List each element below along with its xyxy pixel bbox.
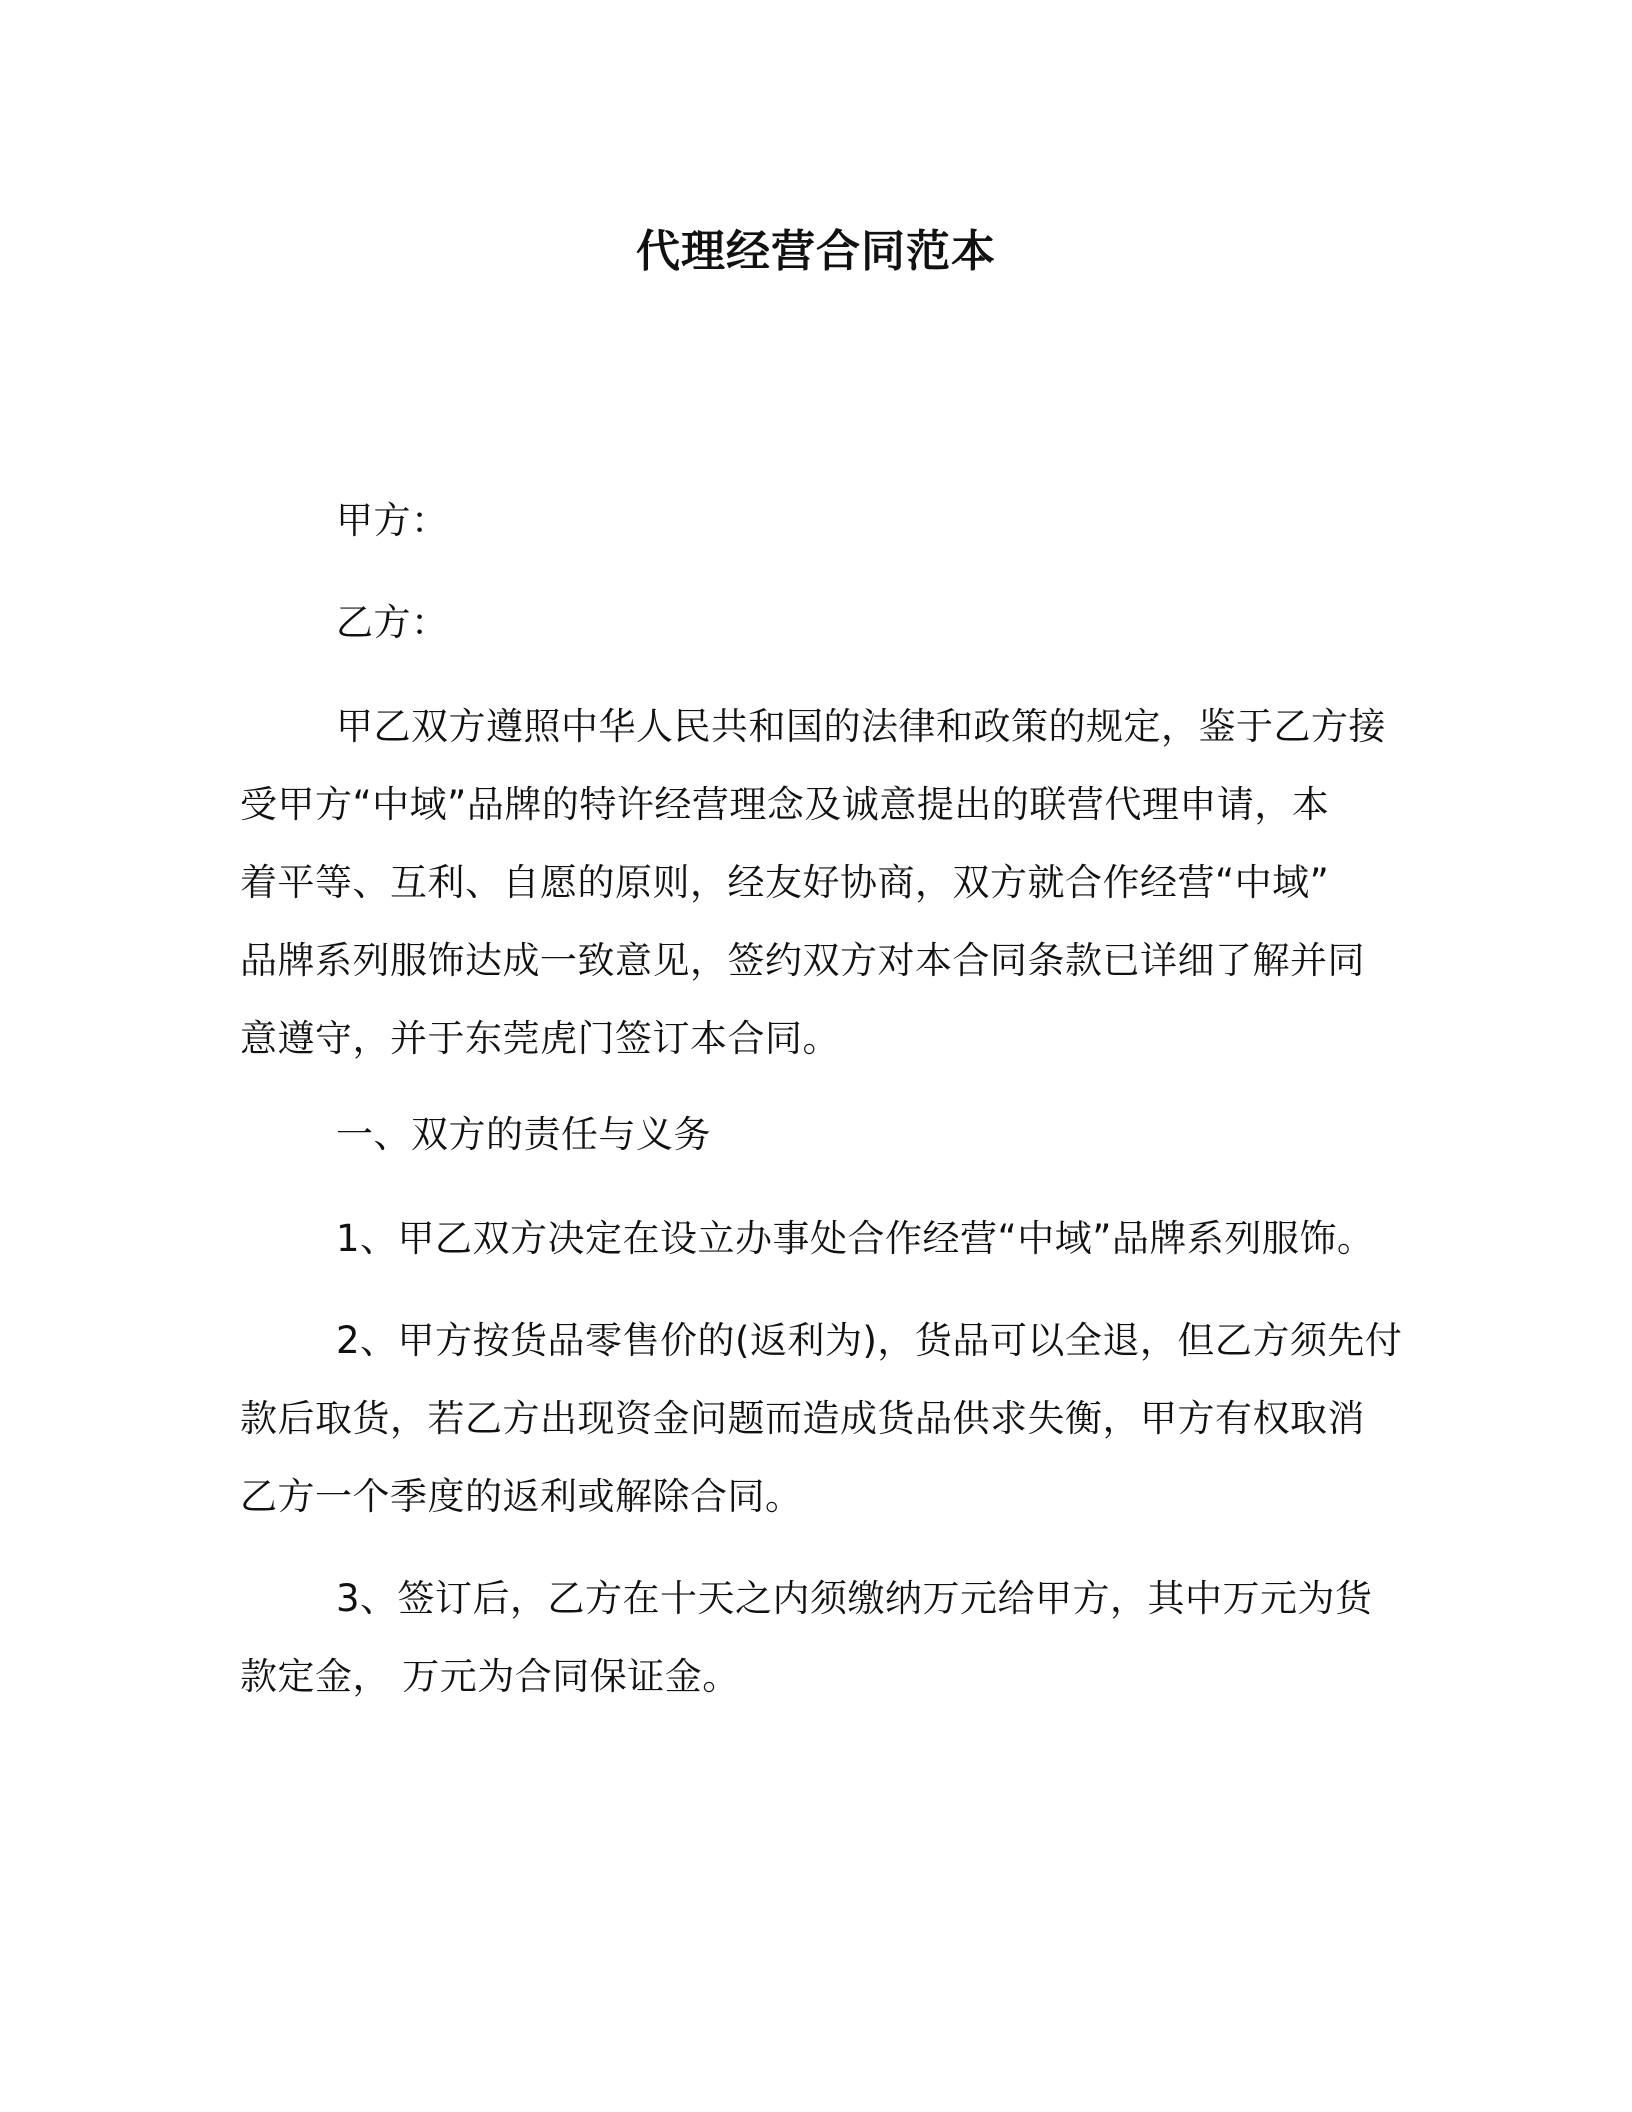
clause-2 bbox=[240, 1302, 1403, 1536]
party-a-line bbox=[240, 482, 1392, 560]
clause-1 bbox=[240, 1200, 1392, 1278]
section-heading bbox=[240, 1096, 1392, 1174]
document-title: 代理经营合同范本 bbox=[636, 226, 996, 277]
paragraph-line: 款定金， 万元为合同保证金。 bbox=[240, 1655, 740, 1698]
paragraph-line: 着平等、互利、自愿的原则，经友好协商，双方就合作经营“中域” bbox=[240, 861, 1330, 904]
paragraph-line: 3、签订后，乙方在十天之内须缴纳万元给甲方，其中万元为货 bbox=[336, 1577, 1373, 1620]
paragraph-line: 受甲方“中域”品牌的特许经营理念及诚意提出的联营代理申请，本 bbox=[240, 783, 1330, 826]
paragraph-line: 1、甲乙双方决定在设立办事处合作经营“中域”品牌系列服饰。 bbox=[336, 1217, 1375, 1260]
paragraph-line: 乙方一个季度的返利或解除合同。 bbox=[240, 1475, 803, 1518]
party-b-label: 乙方： bbox=[336, 601, 449, 644]
paragraph-line: 2、甲方按货品零售价的(返利为)，货品可以全退，但乙方须先付 bbox=[336, 1319, 1403, 1362]
preamble-paragraph bbox=[240, 688, 1392, 1078]
paragraph-line: 意遵守，并于东莞虎门签订本合同。 bbox=[240, 1017, 840, 1060]
paragraph-line: 款后取货，若乙方出现资金问题而造成货品供求失衡，甲方有权取消 bbox=[240, 1397, 1365, 1440]
party-a-label: 甲方： bbox=[336, 499, 449, 542]
clause-3 bbox=[240, 1560, 1392, 1716]
section-1-heading: 一、双方的责任与义务 bbox=[336, 1113, 711, 1156]
paragraph-line: 甲乙双方遵照中华人民共和国的法律和政策的规定，鉴于乙方接 bbox=[336, 705, 1386, 748]
paragraph-line: 品牌系列服饰达成一致意见，签约双方对本合同条款已详细了解并同 bbox=[240, 939, 1365, 982]
party-b-line bbox=[240, 584, 1392, 662]
